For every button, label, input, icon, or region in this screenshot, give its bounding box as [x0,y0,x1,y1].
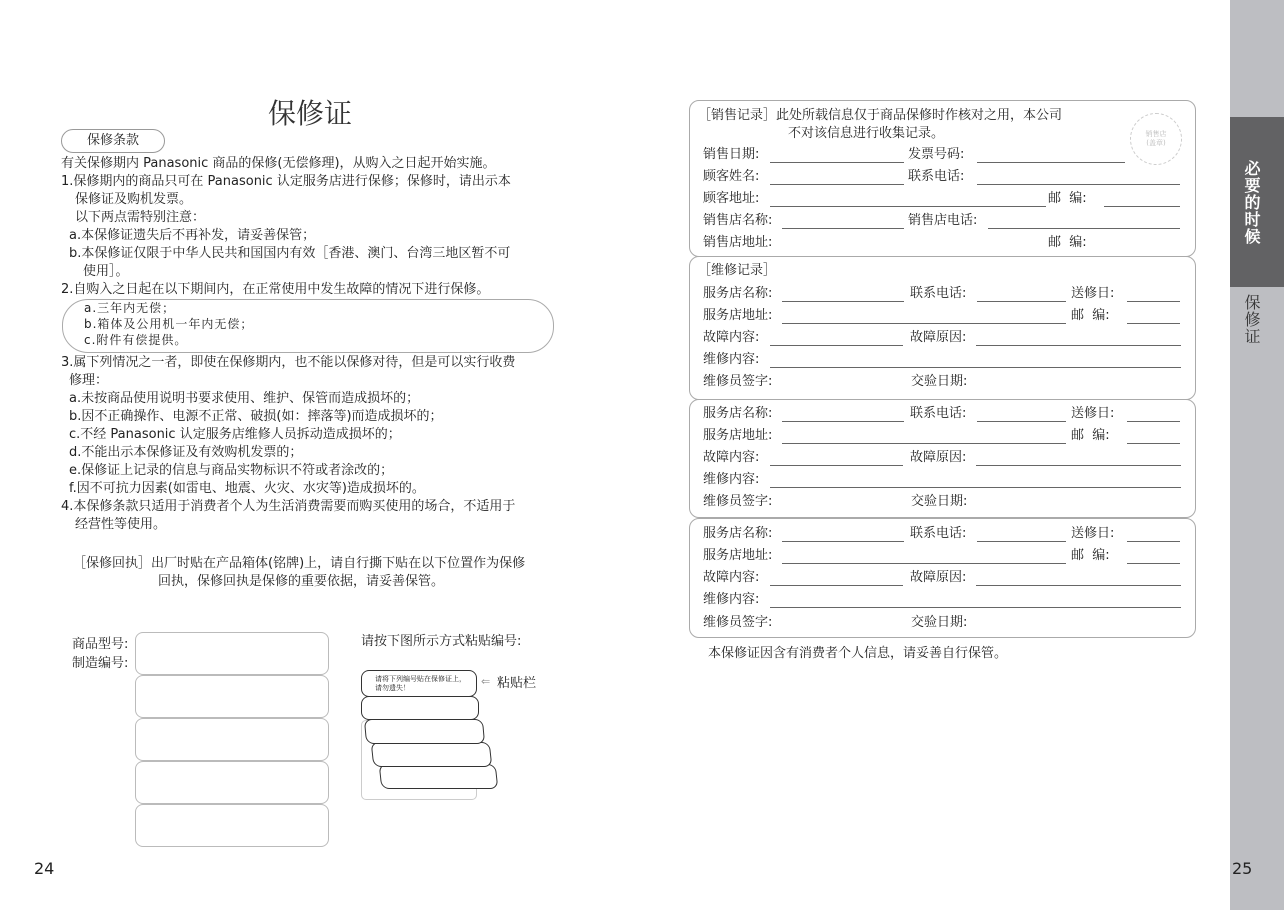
stamp-text: (盖章) [1146,139,1166,147]
shop-name-label: 服务店名称: [703,286,773,301]
sticker-text: 请将下列编号贴在保修证上， [375,675,466,683]
shop-address-label: 服务店地址: [703,428,773,443]
shop-name-field[interactable] [782,421,904,422]
postcode-label: 邮 编: [1071,308,1110,323]
cause-label: 故障原因: [910,570,967,585]
fault-field[interactable] [770,345,903,346]
clause-3f: f.因不可抗力因素(如雷电、地震、火灾、水灾等)造成损坏的。 [69,481,425,496]
contact-phone-field[interactable] [977,184,1180,185]
shop-address-label: 服务店地址: [703,308,773,323]
shop-address-field[interactable] [782,443,1066,444]
store-name-label: 销售店名称: [703,213,773,228]
repair-content-field[interactable] [770,607,1181,608]
tab-warranty-label[interactable]: 保修证 [1242,294,1261,345]
fault-field[interactable] [770,465,903,466]
note-a: a.本保修证遗失后不再补发，请妥善保管； [69,228,316,243]
clause-2: 2.自购入之日起在以下期间内，在正常使用中发生故障的情况下进行保修。 [61,282,490,297]
store-phone-field[interactable] [988,228,1180,229]
postcode-label: 邮 编: [1048,191,1087,206]
serial-label: 制造编号: [72,656,129,671]
shop-address-field[interactable] [782,563,1066,564]
shop-name-label: 服务店名称: [703,406,773,421]
page-title: 保修证 [268,97,353,130]
postcode-field[interactable] [1127,323,1180,324]
sticker-slot[interactable] [135,675,329,718]
postcode-field[interactable] [1127,443,1180,444]
period-a: a.三年内无偿； [84,301,176,315]
paste-instruction: 请按下图所示方式粘贴编号: [361,634,522,649]
invoice-label: 发票号码: [908,147,965,162]
cause-label: 故障原因: [910,450,967,465]
check-date-label: 交验日期: [911,374,968,389]
repair-record-panel [689,256,1196,400]
shop-name-field[interactable] [782,541,904,542]
sale-date-label: 销售日期: [703,147,760,162]
receipt-note-cont: 回执，保修回执是保修的重要依据，请妥善保管。 [158,574,445,589]
fault-label: 故障内容: [703,570,760,585]
period-c: c.附件有偿提供。 [84,333,188,347]
store-postcode-label: 邮 编: [1048,235,1087,250]
period-b: b.箱体及公用机一年内无偿； [84,317,254,331]
sticker-diagram-layer [364,719,485,744]
sticker-diagram-layer [371,742,493,767]
contact-phone-label: 联系电话: [908,169,965,184]
shop-address-label: 服务店地址: [703,548,773,563]
sticker-slot[interactable] [135,718,329,761]
paste-label: 粘贴栏 [497,676,537,691]
postcode-label: 邮 编: [1071,428,1110,443]
clause-3: 3.属下列情况之一者，即使在保修期内，也不能以保修对待，但是可以实行收费 [61,355,516,370]
fault-field[interactable] [770,585,903,586]
repair-record-panel [689,518,1196,638]
signature-label: 维修员签字: [703,374,773,389]
phone-field[interactable] [977,541,1066,542]
sticker-diagram-layer [379,764,499,789]
receipt-note: ［保修回执］出厂时贴在产品箱体(铭牌)上，请自行撕下贴在以下位置作为保修 [73,556,526,571]
store-address-label: 销售店地址: [703,235,773,250]
sent-date-field[interactable] [1127,541,1180,542]
sticker-slot[interactable] [135,761,329,804]
note-b: b.本保修证仅限于中华人民共和国国内有效［香港、澳门、台湾三地区暂不可 [69,246,511,261]
model-label: 商品型号: [72,637,129,652]
clause-1-cont: 保修证及购机发票。 [75,192,193,207]
cause-field[interactable] [976,345,1181,346]
phone-field[interactable] [977,421,1066,422]
repair-content-label: 维修内容: [703,472,760,487]
sent-date-label: 送修日: [1071,526,1115,541]
intro-line: 有关保修期内 Panasonic 商品的保修(无偿修理)，从购入之日起开始实施。 [61,156,496,171]
page-number-left: 24 [34,859,55,878]
sent-date-label: 送修日: [1071,286,1115,301]
sticker-diagram-layer [361,696,479,720]
customer-name-label: 顾客姓名: [703,169,760,184]
shop-address-field[interactable] [782,323,1066,324]
signature-label: 维修员签字: [703,494,773,509]
sticker-text: 请勿遗失！ [375,684,410,692]
page-number-right: 25 [1232,859,1253,878]
tab-when-needed-label[interactable]: 必要的时候 [1242,160,1261,245]
sticker-slot[interactable] [135,632,329,675]
repair-content-label: 维修内容: [703,592,760,607]
clause-3b: b.因不正确操作、电源不正常、破损(如：摔落等)而造成损坏的； [69,409,443,424]
clause-4-cont: 经营性等使用。 [75,517,167,532]
phone-label: 联系电话: [910,406,967,421]
store-phone-label: 销售店电话: [908,213,978,228]
fault-label: 故障内容: [703,330,760,345]
privacy-note: 本保修证因含有消费者个人信息，请妥善自行保管。 [708,646,1008,661]
cause-label: 故障原因: [910,330,967,345]
repair-content-label: 维修内容: [703,352,760,367]
phone-label: 联系电话: [910,526,967,541]
clause-3d: d.不能出示本保修证及有效购机发票的； [69,445,303,460]
clause-4: 4.本保修条款只适用于消费者个人为生活消费需要而购买使用的场合，不适用于 [61,499,516,514]
signature-label: 维修员签字: [703,615,773,630]
arrow-left-icon: ⇐ [481,675,491,688]
customer-address-field[interactable] [770,206,1046,207]
fault-label: 故障内容: [703,450,760,465]
repair-content-field[interactable] [770,367,1181,368]
clause-3a: a.未按商品使用说明书要求使用、维护、保管而造成损坏的； [69,391,420,406]
customer-name-field[interactable] [770,184,904,185]
sales-record-panel [689,100,1196,257]
postcode-field[interactable] [1104,206,1180,207]
phone-label: 联系电话: [910,286,967,301]
stamp-text: 销售店 [1145,130,1167,138]
sales-header-cont: 不对该信息进行收集记录。 [788,126,945,141]
sticker-slot[interactable] [135,804,329,847]
cause-field[interactable] [976,585,1181,586]
note-heading: 以下两点需特别注意： [75,210,206,225]
sales-header: ［销售记录］此处所载信息仅于商品保修时作核对之用，本公司 [698,108,1063,123]
check-date-label: 交验日期: [911,494,968,509]
clause-3c: c.不经 Panasonic 认定服务店维修人员拆动造成损坏的； [69,427,401,442]
clause-3e: e.保修证上记录的信息与商品实物标识不符或者涂改的； [69,463,394,478]
phone-field[interactable] [977,301,1066,302]
section-tag: 保修条款 [61,129,165,153]
postcode-label: 邮 编: [1071,548,1110,563]
clause-3-cont: 修理： [69,373,109,388]
store-name-field[interactable] [782,228,904,229]
check-date-label: 交验日期: [911,615,968,630]
clause-1: 1.保修期内的商品只可在 Panasonic 认定服务店进行保修；保修时，请出示本 [61,174,511,189]
cause-field[interactable] [976,465,1181,466]
repair-record-panel [689,399,1196,518]
sale-date-field[interactable] [770,162,904,163]
postcode-field[interactable] [1127,563,1180,564]
repair-content-field[interactable] [770,487,1181,488]
sent-date-field[interactable] [1127,421,1180,422]
repair-header: ［维修记录］ [698,263,777,278]
note-b-cont: 使用］。 [83,264,129,279]
customer-address-label: 顾客地址: [703,191,760,206]
shop-name-label: 服务店名称: [703,526,773,541]
sent-date-field[interactable] [1127,301,1180,302]
shop-name-field[interactable] [782,301,904,302]
sent-date-label: 送修日: [1071,406,1115,421]
invoice-field[interactable] [977,162,1125,163]
